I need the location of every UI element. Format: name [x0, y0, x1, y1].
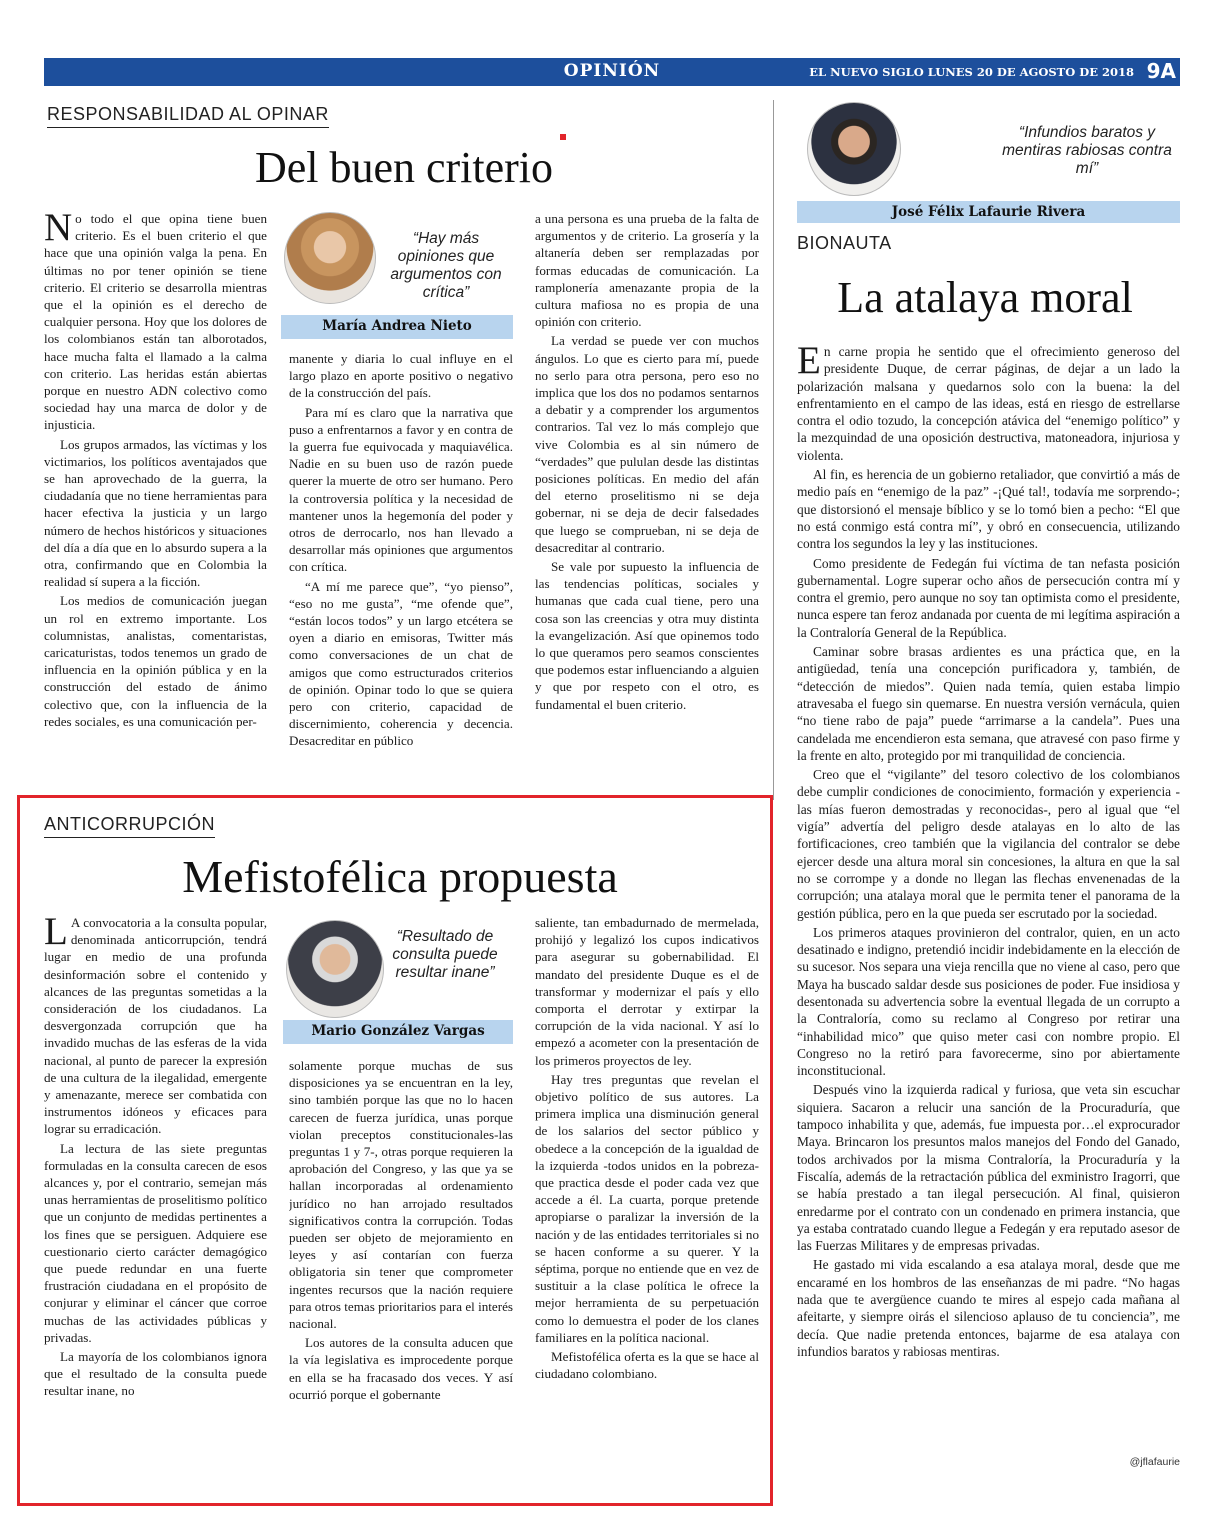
pull-quote: “Resultado de consulta puede resultar inane” [392, 928, 498, 981]
article3-kicker: BIONAUTA [797, 233, 892, 253]
article2-headline: Mefistofélica propuesta [182, 851, 618, 902]
paragraph: Como presidente de Fedegán fui víctima de tan nefasta posición gubernamental. Logre superar ocho años de persecución contra mí y contra el gremio, pero aunque no soy tan optimista como el presidente, nunca espere tan feroz andanada por cuenta de mi legítima aspiración a la Contraloría General de la República. [797, 555, 1180, 640]
author-photo [286, 920, 384, 1018]
paragraph: saliente, tan embadurnado de mermelada, prohijó y legalizó los cupos indicativos para asegurar su gobernabilidad. El mandato del presidente Duque es el de transformar y modernizar el país y ello comporta el derrotar y extirpar la corrupción de la vida nacional. Y así lo empezó a acometer con la presentación de los primeros proyectos de ley. [535, 915, 759, 1068]
paragraph: solamente porque muchas de sus disposiciones ya se encuentran en la ley, sino también porque las que no lo hacen carecen de fuerza jurídica, unas porque violan preceptos constitucionales-las preguntas 1 y 7-, otras porque requieren la aprobación del Congreso, y las que ya se hallan incorporadas al ordenamiento jurídico no han arrojado resultados significativos contra la corrupción. Todas pueden ser objeto de mejoramiento en leyes y así contarían con fuerza obligatoria sin tener que comprometer ingentes recursos que la nación requiere para otros temas prioritarios para el interés nacional. [289, 1058, 513, 1332]
article3-author-box [797, 100, 1180, 225]
drop-cap: L [44, 914, 68, 953]
paragraph: Caminar sobre brasas ardientes es una práctica que, en la antigüedad, tenía una concepción purificadora y, también, de “detección de miedos”. Quien nada temía, quien estaba limpio atravesaba el fuego sin quemarse. En nuestra versión vernácula, quien “no tiene rabo de paja” puede “arrimarse a la candela”. Pues una candelada me encendieron esta semana, que atravesé con paso firme y la frente en alto, protegido por mi tranquilidad de conciencia. [797, 644, 1180, 763]
article2-kicker: ANTICORRUPCIÓN [44, 814, 215, 838]
paragraph: En carne propia he sentido que el ofrecimiento generoso del presidente Duque, de cerrar páginas, de dejar a un lado la polarización malsana y quedarnos solo con la buena: la del enfrentamiento en el campo de las ideas, está en riesgo de estrellarse contra el odio tozudo, la concepción atávica del “enemigo político” y la mezquindad de una oposición destructiva, matoneadora, injuriosa y violenta. [797, 343, 1180, 463]
paragraph: Después vino la izquierda radical y furiosa, que veta sin escuchar siquiera. Sacaron a relucir una sanción de la Procuraduría, que tampoco inhabilita y que, además, fue impuesta por…el exprocurador Maya. Brincaron los presuntos malos manejos del Fondo del Ganado, todos archivados por la misma Contraloría, la Procuraduría y la Fiscalía, además de la retractación pública del exministro Iragorri, que se había prestado a tan ilegal persecución. Al final, quisieron enredarme por el contrato con un condenado en primera instancia, que ya estaba contratado cuando llegue a Fedegán y era reputado asesor de las Fuerzas Militares y de empresas privadas. [797, 1082, 1180, 1254]
paragraph: He gastado mi vida escalando a esa atalaya moral, desde que me encaramé en los hombros de las enseñanzas de mi padre. “No hagas nada que te avergüence cuando te mires al espejo cada mañana al afeitarte, y siempre oirás el silencioso aplauso de tu conciencia”, me decía. Que nadie pretenda entonces, bajarme de esa atalaya con infundios baratos y rabiosas mentiras. [797, 1257, 1180, 1359]
paragraph: L A convocatoria a la consulta popular, denominada anticorrupción, tendrá lugar en medio de una profunda desinformación sobre el contenido y alcances de las preguntas sometidas a la consideración de los ciudadanos. La desvergonzada corrupción que ha invadido muchas de las esferas de la vida nacional, al punto de parecer la expresión de una cultura de la ilegalidad, emergente y amenazante, merece ser combatida con instrumentos idóneos y eficaces para lograr su erradicación. [44, 914, 267, 1137]
article1-headline: Del buen criterio [254, 143, 554, 192]
article2-column-2 [289, 1057, 513, 1477]
red-marker [560, 134, 566, 140]
column-divider [773, 100, 774, 800]
paragraph: Los primeros ataques provinieron del contralor, quien, en un acto desatinado e indigno, pretendió incidir indebidamente en la elección de su sucesor. Nos separa una vieja rencilla que no viene al caso, pero que Maya ha buscado saldar desde sus posiciones de poder. Fue insidiosa y desentonada su advertencia sobre la eventual llegada de un corrupto a la Contraloría, como su reclamo al Congreso por retirar una “inhabilidad mico” que quiso meter casi con nombre propio. El Congreso no la retiró para favorecerme, sino por abiertamente inconstitucional. [797, 924, 1180, 1079]
author-photo [807, 102, 901, 196]
paragraph: Los autores de la consulta aducen que la vía legislativa es improcedente porque en ella se ha fracasado dos veces. Y así ocurrió porque el gobernante [289, 1335, 513, 1402]
paragraph: a una persona es una prueba de la falta de argumentos y de criterio. La grosería y la altanería deben ser remplazadas por formas educadas de comunicación. La ramplonería amenazante propia de la cultura mafiosa no es propia de una opinión con criterio. [535, 211, 759, 330]
pull-quote: “Infundios baratos y mentiras rabiosas contra mí” [1002, 124, 1172, 177]
paragraph: Hay tres preguntas que revelan el objetivo político de sus autores. La primera implica una disminución general de los salarios del sector público y obedece a la concepción de la igualdad de la izquierda -todos unidos en la pobreza- que practica desde el poder cada vez que accede a él. La cuarta, porque pretende apropiarse o paralizar la inversión de la nación y de las entidades territoriales si no se hacen conforme a su querer. Y la séptima, porque no entiende que en vez de sustituir a la clase política le ofrece la mejor herramienta de su perpetuación como lo demuestra el poder de los clanes familiares en la política nacional. [535, 1071, 759, 1345]
paragraph: “A mí me parece que”, “yo pienso”, “eso no me gusta”, “me ofende que”, “están locos todos” y un largo etcétera se oyen a diario en emisoras, Twitter más como conversaciones de un chat de amigos que como estructurados criterios de opinión. Opinar todo lo que se quiera pero con criterio, capacidad de discernimiento, coherencia y decencia. Desacreditar en público [289, 578, 513, 749]
paragraph: No todo el que opina tiene buen criterio. Es el buen criterio el que hace que una opinión valga la pena. En últimas no por tener opinión se tiene criterio. El criterio se desarrolla mientras que el la opinión es el derecho de cualquier persona. Hoy que los dolores de los colombianos están tan alborotados, hace mucha falta el llamado a la calma con criterio. Las heridas están abiertas porque en nuestro ADN colectivo como sociedad hay una marca de dolor y de injusticia. [44, 210, 267, 433]
author-name: María Andrea Nieto [281, 315, 513, 339]
author-name: José Félix Lafaurie Rivera [797, 201, 1180, 223]
pull-quote: “Hay más opiniones que argumentos con crítica” [390, 230, 502, 301]
paragraph: Los grupos armados, las víctimas y los victimarios, los políticos aventajados que se han aprovechado de la guerra, la ciudadanía que no tiene herramientas para hacer efectiva la justicia y un largo número de hechos históricos y situaciones del día a día que en lo absurdo supera a la otra, confirmando que en Colombia la realidad sí supera a la ficción. [44, 436, 267, 590]
paragraph: La mayoría de los colombianos ignora que el resultado de la consulta puede resultar inane, no [44, 1349, 267, 1399]
paragraph: Se vale por supuesto la influencia de las tendencias políticas, sociales y humanas que cada cual tiene, pero una cosa son las creencias y otra muy distinta la evangelización. Así que opinemos todo lo que queramos pero seamos conscientes que podemos estar influenciando a alguien y que por respeto con el otro, es fundamental el buen criterio. [535, 559, 759, 712]
article1-column-3 [535, 210, 759, 792]
article1-author-box [281, 212, 513, 340]
paragraph: Creo que el “vigilante” del tesoro colectivo de los colombianos debe cumplir condiciones de conocimiento, formación y experiencia -las mías fueron demostradas y reconocidas-, pero al igual que “el vigía” advertía del peligro desde atalayas en lo alto de las fortificaciones, creo también que la vigilancia del contralor se debe ejercer desde una altura moral sin concesiones, la altura en que la sal no se corrompe y a donde no llegan las flechas envenenadas de la corrupción; una atalaya moral que le permita tener el panorama de la gestión pública, pero en la que pueda ser escrutado por la sociedad. [797, 767, 1180, 921]
paragraph: Mefistofélica oferta es la que se hace al ciudadano colombiano. [535, 1349, 759, 1382]
paragraph: manente y diaria lo cual influye en el largo plazo en aporte positivo o negativo de la construcción del país. [289, 351, 513, 401]
page-header-bar [44, 58, 1180, 86]
article3-body [797, 343, 1180, 1451]
paragraph: La lectura de las siete preguntas formuladas en la consulta carecen de esos alcances y, por el contrario, semejan más unas herramientas de proselitismo político que un conjunto de medidas pertinentes a los fines que se persiguen. Adquiere ese cuestionario cierto carácter demagógico que puede redundar en una fuerte frustración ciudadana en el propósito de conjurar y eliminar el cáncer que corroe muchas de las actividades públicas y privadas. [44, 1140, 267, 1345]
author-photo [284, 212, 376, 304]
article2-column-3 [535, 914, 759, 1477]
article1-column-2 [289, 350, 513, 792]
paragraph: La verdad se puede ver con muchos ángulos. Lo que es cierto para mí, puede no serlo para otra persona, pero eso no implica que los dos no podamos sentarnos a debatir y a comprender los argumentos contrarios. Tal vez lo más complejo que vive Colombia es al sin número de “verdades” que pululan desde las distintas posiciones políticas. En medio del afán del eterno proselitismo ni se deja gobernar, ni se deja de decir falsedades que luego se comprueban, ni se deja de desacreditar al contrario. [535, 333, 759, 555]
page-number: 9A [1146, 59, 1176, 83]
paragraph: Al fin, es herencia de un gobierno retaliador, que convirtió a más de medio país en “enemigo de la paz” -¡Qué tal!, todavía me sorprendo-; que distorsionó el mensaje bíblico y se lo tomó bien a pecho: “El que no está conmigo está contra mí”, y obró en consecuencia, utilizando contra los segundos la ley y las instituciones. [797, 467, 1180, 552]
paragraph: Para mí es claro que la narrativa que puso a enfrentarnos a favor y en contra de la guerra fue equivocada y maquiavélica. Nadie en su buen uso de razón puede querer la muerte de otro ser humano. Pero la controversia política y la necesidad de mantener unos la hegemonía del poder y otros de derrocarlo, nos han llevado a desarrollar más opiniones que argumentos con crítica. [289, 404, 513, 575]
article2-column-1 [44, 914, 267, 1474]
drop-cap: N [44, 210, 73, 249]
section-title: OPINIÓN [563, 61, 661, 81]
article2-author-box [283, 918, 513, 1046]
article3-headline: La atalaya moral [837, 273, 1133, 322]
twitter-handle: @jflafaurie [1129, 1456, 1180, 1468]
article1-kicker: RESPONSABILIDAD AL OPINAR [47, 104, 329, 128]
article1-column-1 [44, 210, 267, 792]
author-name: Mario González Vargas [283, 1020, 513, 1044]
paragraph: Los medios de comunicación juegan un rol en extremo importante. Los columnistas, analistas, comentaristas, caricaturistas, todos tenemos un grado de influencia en la opinión pública y en la construcción del estado de ánimo colectivo que, con la influencia de la redes sociales, es una comunicación per- [44, 593, 267, 729]
drop-cap: E [797, 343, 821, 382]
issue-date: EL NUEVO SIGLO LUNES 20 DE AGOSTO DE 2018 [809, 65, 1134, 79]
